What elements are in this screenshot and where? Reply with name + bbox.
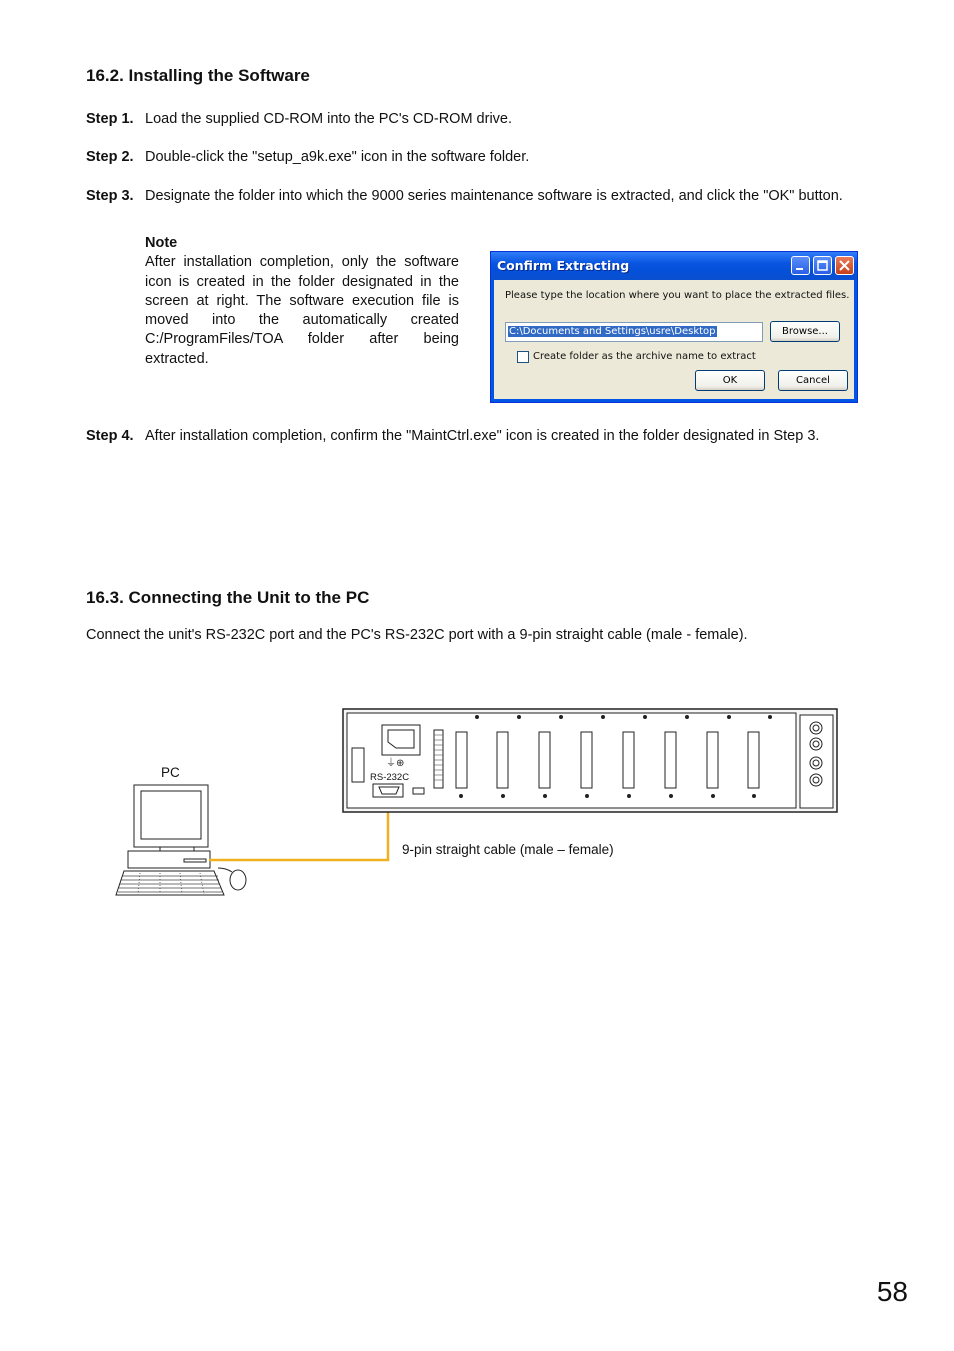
pc-illustration — [116, 785, 246, 895]
create-folder-checkbox[interactable] — [517, 351, 529, 363]
ok-button[interactable]: OK — [695, 370, 765, 391]
page-number: 58 — [876, 1276, 908, 1307]
minimize-icon[interactable] — [791, 256, 810, 275]
section-title-installing: 16.2. Installing the Software — [86, 66, 310, 85]
step-number: Step 2. — [86, 149, 134, 165]
close-icon[interactable] — [835, 256, 854, 275]
step-text: After installation completion, confirm the "MaintCtrl.exe" icon is created in the folder designated in Step 3. — [145, 428, 820, 444]
extract-path-value: C:\Documents and Settings\usre\Desktop — [509, 326, 716, 337]
step-2 — [86, 148, 868, 168]
connection-diagram — [0, 690, 954, 910]
dialog-title: Confirm Extracting — [497, 258, 630, 273]
step-text: Double-click the "setup_a9k.exe" icon in the software folder. — [145, 149, 530, 165]
step-text: Designate the folder into which the 9000 series maintenance software is extracted, and click the "OK" button. — [145, 188, 843, 204]
step-1 — [86, 110, 868, 130]
browse-button[interactable]: Browse... — [770, 321, 840, 342]
note-text: After installation completion, only the software icon is created in the folder designated in the screen at right. The software execution file is moved into the automatically created C:/ProgramFiles/TOA folder after being extracted. — [145, 254, 459, 367]
step-number: Step 4. — [86, 428, 134, 444]
dialog-titlebar — [491, 252, 857, 280]
connection-instruction: Connect the unit's RS-232C port and the PC's RS-232C port with a 9-pin straight cable (male - female). — [86, 627, 748, 643]
create-folder-label: Create folder as the archive name to extract — [533, 351, 756, 362]
step-number: Step 1. — [86, 111, 134, 127]
cable-label: 9-pin straight cable (male – female) — [402, 842, 614, 857]
pc-label: PC — [161, 765, 180, 780]
step-3 — [86, 187, 868, 207]
maximize-icon[interactable] — [813, 256, 832, 275]
unit-rear-panel — [343, 709, 837, 812]
confirm-extracting-dialog — [490, 251, 858, 403]
step-text: Load the supplied CD-ROM into the PC's CD-ROM drive. — [145, 111, 513, 127]
dialog-message: Please type the location where you want to place the extracted files. — [505, 290, 850, 301]
dialog-body — [494, 280, 854, 399]
note-heading: Note — [145, 235, 178, 251]
rs232c-port-label: RS-232C — [370, 772, 410, 783]
step-number: Step 3. — [86, 188, 134, 204]
cancel-button[interactable]: Cancel — [778, 370, 848, 391]
section-title-connecting: 16.3. Connecting the Unit to the PC — [86, 588, 370, 607]
svg-text:⏚⊕: ⏚⊕ — [386, 758, 405, 769]
step-4 — [86, 427, 868, 447]
extract-path-input[interactable] — [505, 322, 763, 342]
note-block — [145, 234, 459, 369]
